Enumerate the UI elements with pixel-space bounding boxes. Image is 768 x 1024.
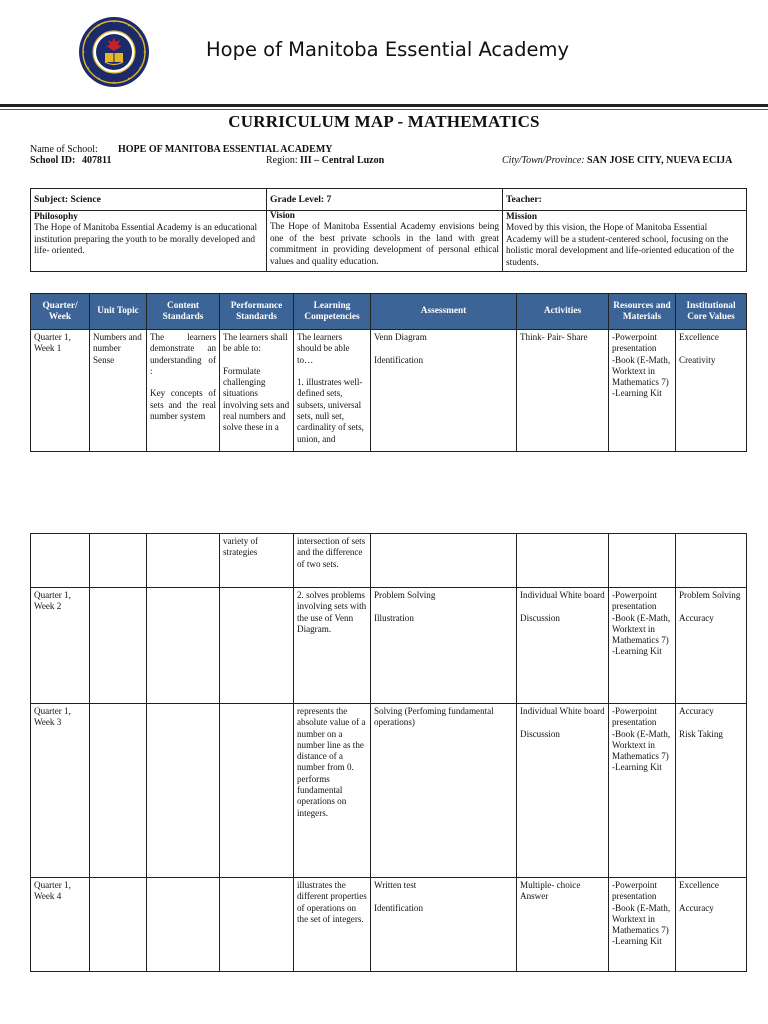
vision-label: Vision [270, 211, 295, 221]
subject-info-table [30, 188, 747, 272]
content-standards-cell: The learners demonstrate an understanding of : Key concepts of sets and the real number system [147, 330, 220, 452]
learning-competencies-cell: intersection of sets and the difference of two sets. [294, 534, 371, 588]
learning-competencies-cell: illustrates the different properties of operations on the set of integers. [294, 878, 371, 972]
vision-cell [267, 211, 503, 272]
header-quarter-week: Quarter/ Week [31, 294, 90, 330]
learning-competencies-cell: 2. solves problems involving sets with the use of Venn Diagram. [294, 588, 371, 704]
header-assessment: Assessment [371, 294, 517, 330]
unit-topic-cell [90, 704, 147, 878]
resources-cell [609, 534, 676, 588]
school-id-value: 407811 [82, 155, 112, 166]
unit-topic-cell: Numbers and number Sense [90, 330, 147, 452]
city-label: City/Town/Province: [502, 155, 585, 166]
assessment-cell: Solving (Perfoming fundamental operations) [371, 704, 517, 878]
core-values-cell: Accuracy Risk Taking [676, 704, 747, 878]
assessment-cell: Problem Solving Illustration [371, 588, 517, 704]
header-rule-thin [0, 109, 768, 110]
table-row [31, 534, 747, 588]
mission-text: Moved by this vision, the Hope of Manitoba Essential Academy will be a student-centered school, focusing on the holistic moral development and life-oriented education of the students. [506, 223, 734, 268]
activities-cell: Individual White board Discussion [517, 588, 609, 704]
document-title: CURRICULUM MAP - MATHEMATICS [228, 112, 540, 131]
quarter-cell: Quarter 1, Week 2 [31, 588, 90, 704]
performance-standards-cell [220, 588, 294, 704]
philosophy-text: The Hope of Manitoba Essential Academy is an educational institution preparing the youth to be morally developed and life- oriented. [34, 223, 258, 257]
school-name-label: Name of School: [30, 144, 98, 155]
unit-topic-cell [90, 878, 147, 972]
core-values-cell: Problem Solving Accuracy [676, 588, 747, 704]
table-row [31, 588, 747, 704]
learning-competencies-cell: The learners should be able to… 1. illustrates well-defined sets, subsets, universal sets, null set, cardinality of sets, union, and [294, 330, 371, 452]
assessment-cell: Venn Diagram Identification [371, 330, 517, 452]
philosophy-cell [31, 211, 267, 272]
header-core-values: Institutional Core Values [676, 294, 747, 330]
header-rule [0, 104, 768, 107]
activities-cell: Multiple- choice Answer [517, 878, 609, 972]
region-label: Region: [266, 155, 298, 166]
philosophy-label: Philosophy [34, 212, 78, 222]
activities-cell [517, 534, 609, 588]
content-standards-cell [147, 588, 220, 704]
resources-cell: -Powerpoint presentation -Book (E-Math, Worktext in Mathematics 7) -Learning Kit [609, 330, 676, 452]
core-values-cell: Excellence Accuracy [676, 878, 747, 972]
teacher-cell: Teacher: [503, 189, 747, 211]
header-learning-competencies: Learning Competencies [294, 294, 371, 330]
table-row [31, 704, 747, 878]
assessment-cell [371, 534, 517, 588]
school-seal-logo [78, 16, 150, 88]
content-standards-cell [147, 878, 220, 972]
unit-topic-cell [90, 534, 147, 588]
performance-standards-cell [220, 878, 294, 972]
activities-cell: Think- Pair- Share [517, 330, 609, 452]
performance-standards-cell: The learners shall be able to: Formulate challenging situations involving sets and real numbers and solve these in a [220, 330, 294, 452]
region-value: III – Central Luzon [300, 155, 385, 166]
table-row [31, 878, 747, 972]
school-name-value: HOPE OF MANITOBA ESSENTIAL ACADEMY [118, 144, 333, 155]
content-standards-cell [147, 534, 220, 588]
header-activities: Activities [517, 294, 609, 330]
quarter-cell: Quarter 1, Week 3 [31, 704, 90, 878]
city-value: SAN JOSE CITY, NUEVA ECIJA [587, 155, 733, 166]
vision-text: The Hope of Manitoba Essential Academy envisions being one of the best private schools in the land with great commitment in providing development of personal ethical values and quality education. [270, 222, 499, 267]
performance-standards-cell: variety of strategies [220, 534, 294, 588]
quarter-cell: Quarter 1, Week 4 [31, 878, 90, 972]
resources-cell: -Powerpoint presentation -Book (E-Math, Worktext in Mathematics 7) -Learning Kit [609, 704, 676, 878]
core-values-cell [676, 534, 747, 588]
quarter-cell: Quarter 1, Week 1 [31, 330, 90, 452]
header-performance-standards: Performance Standards [220, 294, 294, 330]
activities-cell: Individual White board Discussion [517, 704, 609, 878]
learning-competencies-cell: represents the absolute value of a number on a number line as the distance of a number from 0. performs fundamental operations on integers. [294, 704, 371, 878]
performance-standards-cell [220, 704, 294, 878]
school-name-header: Hope of Manitoba Essential Academy [206, 38, 570, 61]
subject-cell: Subject: Science [31, 189, 267, 211]
curriculum-table-page-2 [30, 533, 747, 972]
header-unit-topic: Unit Topic [90, 294, 147, 330]
core-values-cell: Excellence Creativity [676, 330, 747, 452]
header-resources-materials: Resources and Materials [609, 294, 676, 330]
quarter-cell [31, 534, 90, 588]
table-row [31, 330, 747, 452]
content-standards-cell [147, 704, 220, 878]
school-id-label: School ID: [30, 155, 76, 166]
resources-cell: -Powerpoint presentation -Book (E-Math, Worktext in Mathematics 7) -Learning Kit [609, 878, 676, 972]
header-content-standards: Content Standards [147, 294, 220, 330]
resources-cell: -Powerpoint presentation -Book (E-Math, Worktext in Mathematics 7) -Learning Kit [609, 588, 676, 704]
mission-cell [503, 211, 747, 272]
grade-level-cell: Grade Level: 7 [267, 189, 503, 211]
curriculum-table-page-1 [30, 293, 747, 452]
assessment-cell: Written test Identification [371, 878, 517, 972]
unit-topic-cell [90, 588, 147, 704]
mission-label: Mission [506, 212, 537, 222]
table-header-row [31, 294, 747, 330]
